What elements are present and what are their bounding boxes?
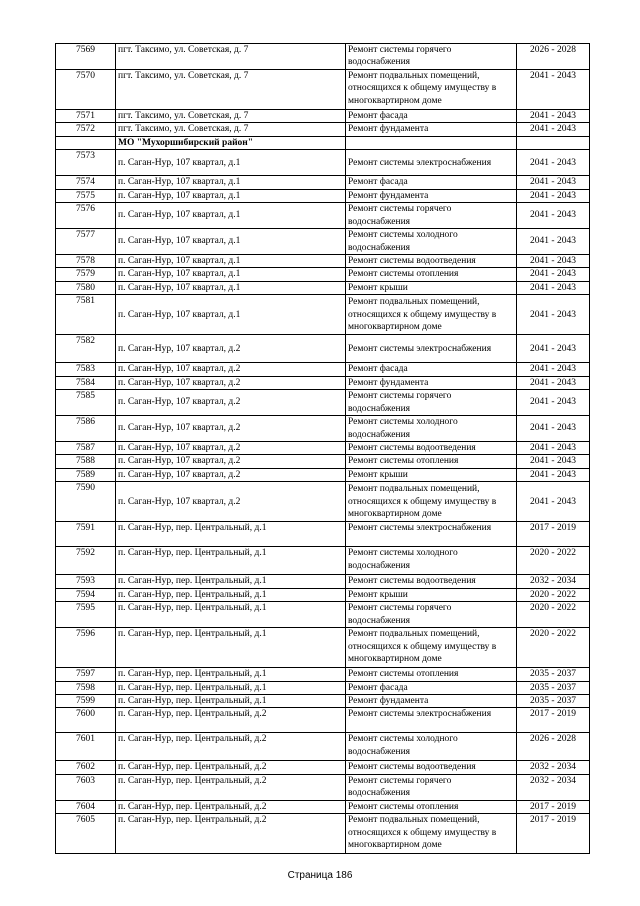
row-years: 2032 - 2034 xyxy=(517,575,590,588)
row-address: пгт. Таксимо, ул. Советская, д. 7 xyxy=(116,110,346,123)
table-row xyxy=(56,229,590,255)
row-work-type: Ремонт системы отопления xyxy=(346,800,517,813)
table-row xyxy=(56,189,590,202)
table-row xyxy=(56,800,590,813)
row-years: 2041 - 2043 xyxy=(517,363,590,376)
row-number: 7591 xyxy=(56,522,116,547)
table-row xyxy=(56,123,590,136)
row-address: п. Саган-Нур, 107 квартал, д.2 xyxy=(116,363,346,376)
row-work-type: Ремонт системы электроснабжения xyxy=(346,335,517,363)
row-work-type: Ремонт крыши xyxy=(346,588,517,601)
row-number: 7581 xyxy=(56,295,116,335)
row-number: 7576 xyxy=(56,203,116,229)
row-work-type: Ремонт крыши xyxy=(346,281,517,294)
table-row xyxy=(56,281,590,294)
row-work-type: Ремонт фундамента xyxy=(346,189,517,202)
row-years: 2017 - 2019 xyxy=(517,522,590,547)
row-years: 2032 - 2034 xyxy=(517,761,590,774)
row-address: пгт. Таксимо, ул. Советская, д. 7 xyxy=(116,70,346,110)
row-years: 2026 - 2028 xyxy=(517,733,590,761)
row-address: п. Саган-Нур, пер. Центральный, д.1 xyxy=(116,681,346,694)
row-address: п. Саган-Нур, 107 квартал, д.2 xyxy=(116,442,346,455)
table-row xyxy=(56,522,590,547)
row-address: п. Саган-Нур, пер. Центральный, д.2 xyxy=(116,733,346,761)
table-row xyxy=(56,442,590,455)
row-years: 2041 - 2043 xyxy=(517,110,590,123)
row-years: 2041 - 2043 xyxy=(517,442,590,455)
row-years: 2020 - 2022 xyxy=(517,547,590,575)
row-number: 7605 xyxy=(56,814,116,854)
row-years: 2041 - 2043 xyxy=(517,189,590,202)
table-row xyxy=(56,694,590,707)
row-years: 2041 - 2043 xyxy=(517,295,590,335)
row-number: 7571 xyxy=(56,110,116,123)
table-row xyxy=(56,295,590,335)
row-address: п. Саган-Нур, 107 квартал, д.1 xyxy=(116,150,346,176)
table-row xyxy=(56,150,590,176)
row-number: 7580 xyxy=(56,281,116,294)
row-years: 2041 - 2043 xyxy=(517,376,590,389)
row-years: 2017 - 2019 xyxy=(517,814,590,854)
row-work-type: Ремонт системы горячего водоснабжения xyxy=(346,44,517,70)
section-years-cell xyxy=(517,136,590,149)
row-address: п. Саган-Нур, 107 квартал, д.2 xyxy=(116,335,346,363)
table-row xyxy=(56,628,590,668)
section-header-row xyxy=(56,136,590,149)
row-work-type: Ремонт фасада xyxy=(346,176,517,189)
row-number: 7603 xyxy=(56,774,116,800)
row-number: 7590 xyxy=(56,482,116,522)
row-address: п. Саган-Нур, 107 квартал, д.1 xyxy=(116,295,346,335)
row-work-type: Ремонт системы электроснабжения xyxy=(346,708,517,733)
row-address: п. Саган-Нур, 107 квартал, д.1 xyxy=(116,229,346,255)
table-row xyxy=(56,110,590,123)
row-years: 2041 - 2043 xyxy=(517,123,590,136)
row-number: 7593 xyxy=(56,575,116,588)
table-row xyxy=(56,482,590,522)
row-years: 2041 - 2043 xyxy=(517,150,590,176)
row-work-type: Ремонт системы горячего водоснабжения xyxy=(346,774,517,800)
row-work-type: Ремонт подвальных помещений, относящихся к общему имуществу в многоквартирном доме xyxy=(346,295,517,335)
row-address: п. Саган-Нур, 107 квартал, д.1 xyxy=(116,281,346,294)
row-address: п. Саган-Нур, пер. Центральный, д.1 xyxy=(116,522,346,547)
row-work-type: Ремонт крыши xyxy=(346,468,517,481)
row-years: 2035 - 2037 xyxy=(517,694,590,707)
row-number: 7572 xyxy=(56,123,116,136)
row-address: п. Саган-Нур, 107 квартал, д.1 xyxy=(116,176,346,189)
row-years: 2041 - 2043 xyxy=(517,203,590,229)
row-address: п. Саган-Нур, 107 квартал, д.2 xyxy=(116,376,346,389)
row-number: 7600 xyxy=(56,708,116,733)
row-number: 7587 xyxy=(56,442,116,455)
table-row xyxy=(56,681,590,694)
table-row xyxy=(56,176,590,189)
row-work-type: Ремонт фасада xyxy=(346,681,517,694)
row-work-type: Ремонт системы электроснабжения xyxy=(346,150,517,176)
row-address: пгт. Таксимо, ул. Советская, д. 7 xyxy=(116,123,346,136)
row-address: п. Саган-Нур, 107 квартал, д.2 xyxy=(116,468,346,481)
row-number: 7584 xyxy=(56,376,116,389)
row-address: п. Саган-Нур, пер. Центральный, д.1 xyxy=(116,628,346,668)
row-work-type: Ремонт системы горячего водоснабжения xyxy=(346,602,517,628)
row-address: п. Саган-Нур, пер. Центральный, д.1 xyxy=(116,588,346,601)
table-row xyxy=(56,203,590,229)
row-address: п. Саган-Нур, 107 квартал, д.1 xyxy=(116,203,346,229)
row-address: п. Саган-Нур, пер. Центральный, д.1 xyxy=(116,575,346,588)
row-work-type: Ремонт системы горячего водоснабжения xyxy=(346,390,517,416)
row-years: 2041 - 2043 xyxy=(517,468,590,481)
row-number: 7575 xyxy=(56,189,116,202)
row-number: 7596 xyxy=(56,628,116,668)
row-number: 7594 xyxy=(56,588,116,601)
row-work-type: Ремонт подвальных помещений, относящихся к общему имуществу в многоквартирном доме xyxy=(346,482,517,522)
row-address: пгт. Таксимо, ул. Советская, д. 7 xyxy=(116,44,346,70)
row-number: 7573 xyxy=(56,150,116,176)
table-row xyxy=(56,255,590,268)
row-address: п. Саган-Нур, пер. Центральный, д.2 xyxy=(116,708,346,733)
row-number: 7586 xyxy=(56,416,116,442)
row-years: 2041 - 2043 xyxy=(517,482,590,522)
row-years: 2041 - 2043 xyxy=(517,390,590,416)
row-years: 2041 - 2043 xyxy=(517,229,590,255)
row-years: 2020 - 2022 xyxy=(517,602,590,628)
row-number: 7589 xyxy=(56,468,116,481)
row-years: 2041 - 2043 xyxy=(517,281,590,294)
row-work-type: Ремонт системы электроснабжения xyxy=(346,522,517,547)
row-work-type: Ремонт фасада xyxy=(346,110,517,123)
table-row xyxy=(56,376,590,389)
row-number: 7597 xyxy=(56,668,116,681)
row-number: 7569 xyxy=(56,44,116,70)
page-footer xyxy=(0,870,640,881)
row-address: п. Саган-Нур, 107 квартал, д.2 xyxy=(116,455,346,468)
table-row xyxy=(56,814,590,854)
table-body xyxy=(56,44,590,854)
row-work-type: Ремонт фундамента xyxy=(346,376,517,389)
table-row xyxy=(56,455,590,468)
table-row xyxy=(56,602,590,628)
table-row xyxy=(56,70,590,110)
table-row xyxy=(56,774,590,800)
row-years: 2035 - 2037 xyxy=(517,681,590,694)
row-address: п. Саган-Нур, 107 квартал, д.2 xyxy=(116,482,346,522)
table-row xyxy=(56,390,590,416)
row-work-type: Ремонт системы водоотведения xyxy=(346,442,517,455)
table-row xyxy=(56,547,590,575)
row-number: 7601 xyxy=(56,733,116,761)
row-years: 2020 - 2022 xyxy=(517,588,590,601)
row-work-type: Ремонт фундамента xyxy=(346,694,517,707)
row-address: п. Саган-Нур, пер. Центральный, д.2 xyxy=(116,800,346,813)
row-work-type: Ремонт подвальных помещений, относящихся к общему имуществу в многоквартирном доме xyxy=(346,814,517,854)
row-address: п. Саган-Нур, 107 квартал, д.1 xyxy=(116,255,346,268)
row-years: 2041 - 2043 xyxy=(517,335,590,363)
row-work-type: Ремонт фундамента xyxy=(346,123,517,136)
row-years: 2017 - 2019 xyxy=(517,708,590,733)
row-work-type: Ремонт системы холодного водоснабжения xyxy=(346,733,517,761)
row-work-type: Ремонт подвальных помещений, относящихся к общему имуществу в многоквартирном доме xyxy=(346,628,517,668)
row-years: 2017 - 2019 xyxy=(517,800,590,813)
section-num-cell xyxy=(56,136,116,149)
row-number: 7602 xyxy=(56,761,116,774)
row-work-type: Ремонт системы отопления xyxy=(346,668,517,681)
table-row xyxy=(56,733,590,761)
row-number: 7588 xyxy=(56,455,116,468)
table-row xyxy=(56,335,590,363)
row-number: 7595 xyxy=(56,602,116,628)
row-work-type: Ремонт системы холодного водоснабжения xyxy=(346,229,517,255)
row-number: 7582 xyxy=(56,335,116,363)
section-work-cell xyxy=(346,136,517,149)
row-work-type: Ремонт системы отопления xyxy=(346,455,517,468)
table-row xyxy=(56,468,590,481)
row-years: 2032 - 2034 xyxy=(517,774,590,800)
row-work-type: Ремонт системы холодного водоснабжения xyxy=(346,547,517,575)
table-row xyxy=(56,44,590,70)
row-address: п. Саган-Нур, 107 квартал, д.2 xyxy=(116,390,346,416)
table-row xyxy=(56,268,590,281)
row-number: 7585 xyxy=(56,390,116,416)
row-number: 7574 xyxy=(56,176,116,189)
row-years: 2041 - 2043 xyxy=(517,268,590,281)
row-work-type: Ремонт подвальных помещений, относящихся к общему имуществу в многоквартирном доме xyxy=(346,70,517,110)
row-address: п. Саган-Нур, 107 квартал, д.1 xyxy=(116,268,346,281)
table-row xyxy=(56,668,590,681)
row-address: п. Саган-Нур, 107 квартал, д.1 xyxy=(116,189,346,202)
row-address: п. Саган-Нур, пер. Центральный, д.1 xyxy=(116,547,346,575)
row-years: 2041 - 2043 xyxy=(517,176,590,189)
page-number: Страница 186 xyxy=(287,870,353,881)
repair-schedule-table xyxy=(55,43,590,854)
row-years: 2041 - 2043 xyxy=(517,70,590,110)
row-number: 7604 xyxy=(56,800,116,813)
row-address: п. Саган-Нур, пер. Центральный, д.1 xyxy=(116,694,346,707)
row-address: п. Саган-Нур, 107 квартал, д.2 xyxy=(116,416,346,442)
row-years: 2026 - 2028 xyxy=(517,44,590,70)
row-years: 2041 - 2043 xyxy=(517,416,590,442)
row-work-type: Ремонт системы водоотведения xyxy=(346,575,517,588)
row-years: 2035 - 2037 xyxy=(517,668,590,681)
row-years: 2041 - 2043 xyxy=(517,255,590,268)
row-years: 2041 - 2043 xyxy=(517,455,590,468)
row-address: п. Саган-Нур, пер. Центральный, д.1 xyxy=(116,602,346,628)
row-number: 7579 xyxy=(56,268,116,281)
row-work-type: Ремонт системы горячего водоснабжения xyxy=(346,203,517,229)
row-address: п. Саган-Нур, пер. Центральный, д.1 xyxy=(116,668,346,681)
row-number: 7592 xyxy=(56,547,116,575)
table-row xyxy=(56,761,590,774)
row-number: 7583 xyxy=(56,363,116,376)
table-row xyxy=(56,363,590,376)
table-row xyxy=(56,416,590,442)
row-number: 7599 xyxy=(56,694,116,707)
row-work-type: Ремонт фасада xyxy=(346,363,517,376)
row-work-type: Ремонт системы холодного водоснабжения xyxy=(346,416,517,442)
row-work-type: Ремонт системы водоотведения xyxy=(346,255,517,268)
row-number: 7598 xyxy=(56,681,116,694)
row-number: 7577 xyxy=(56,229,116,255)
table-row xyxy=(56,575,590,588)
row-address: п. Саган-Нур, пер. Центральный, д.2 xyxy=(116,814,346,854)
row-number: 7570 xyxy=(56,70,116,110)
row-work-type: Ремонт системы отопления xyxy=(346,268,517,281)
row-number: 7578 xyxy=(56,255,116,268)
section-title: МО "Мухоршибирский район" xyxy=(116,136,346,149)
table-row xyxy=(56,708,590,733)
row-work-type: Ремонт системы водоотведения xyxy=(346,761,517,774)
table-row xyxy=(56,588,590,601)
row-address: п. Саган-Нур, пер. Центральный, д.2 xyxy=(116,761,346,774)
row-years: 2020 - 2022 xyxy=(517,628,590,668)
row-address: п. Саган-Нур, пер. Центральный, д.2 xyxy=(116,774,346,800)
